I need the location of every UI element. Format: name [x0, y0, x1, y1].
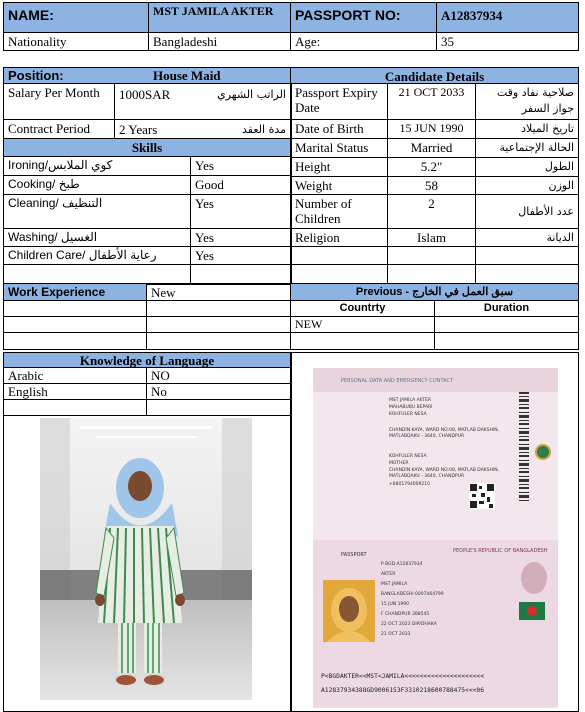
- passport-field: KOHFULER NESA: [389, 412, 427, 417]
- nationality-value: Bangladeshi: [149, 33, 291, 51]
- skill-value: Good: [191, 176, 291, 195]
- nationality-label: Nationality: [3, 33, 149, 51]
- skill-label: Ironing/كوي الملابس: [3, 157, 191, 176]
- candidate-ar: الحالة الإجتماعية: [476, 139, 579, 158]
- candidate-ar: تاريخ الميلاد: [476, 120, 579, 139]
- passport-field: +8801794009210: [389, 482, 430, 487]
- duration-header: Duration: [435, 301, 579, 317]
- passport-field: P BGD A12837934: [381, 562, 423, 567]
- candidate-ar: عدد الأطفال: [476, 195, 579, 229]
- age-value: 35: [437, 33, 579, 51]
- passport-field: 21 OCT 2033: [381, 632, 411, 637]
- language-title: Knowledge of Language: [3, 352, 291, 368]
- passport-scan: [313, 368, 558, 708]
- passport-field: 15 JUN 1990: [381, 602, 410, 607]
- skill-label: Cooking/ طبخ: [3, 176, 191, 195]
- candidate-label: Number of Children: [291, 195, 388, 229]
- candidate-label: Weight: [291, 177, 388, 195]
- candidate-value: 15 JUN 1990: [388, 120, 476, 139]
- language-value: NO: [147, 368, 291, 384]
- candidate-ar: صلاحية نفاد وقت جواز السفر: [476, 84, 579, 120]
- candidate-value: 58: [388, 177, 476, 195]
- candidate-label: Religion: [291, 229, 388, 247]
- passport-field: MST JAMILA AKTER: [389, 398, 431, 403]
- passport-bottom-page: [313, 540, 558, 708]
- language-empty: [147, 400, 291, 416]
- passport-emblem-icon: [535, 444, 551, 460]
- country-value: NEW: [291, 317, 435, 333]
- candidate-label: Marital Status: [291, 139, 388, 158]
- candidate-value: 5.2": [388, 158, 476, 177]
- candidate-title: Candidate Details: [291, 67, 579, 84]
- candidate-empty-row: [291, 265, 388, 284]
- skill-value: Yes: [191, 195, 291, 229]
- candidate-ar: الوزن: [476, 177, 579, 195]
- passport-flag-icon: [519, 602, 545, 620]
- work-empty: [147, 301, 291, 317]
- country-header: Countrty: [291, 301, 435, 317]
- candidate-empty-row: [476, 247, 579, 265]
- skill-value: Yes: [191, 157, 291, 176]
- work-value: New: [147, 284, 291, 301]
- candidate-empty-row: [388, 247, 476, 265]
- skill-label: Washing/ الغسيل: [3, 229, 191, 247]
- salary-label: Salary Per Month: [3, 84, 115, 120]
- candidate-value: Islam: [388, 229, 476, 247]
- position-value: House Maid: [153, 68, 221, 83]
- work-empty: [291, 333, 435, 350]
- candidate-value: Married: [388, 139, 476, 158]
- skill-label: Cleaning/ التنظيف: [3, 195, 191, 229]
- passport-field: MATLABDAKU - 3640, CHANDPUR: [389, 474, 465, 479]
- candidate-empty-row: [291, 247, 388, 265]
- skill-value: Yes: [191, 247, 291, 265]
- skill-value: Yes: [191, 229, 291, 247]
- salary-ar: الراتب الشهري: [217, 88, 286, 101]
- contract-ar: مدة العقد: [242, 123, 286, 136]
- skills-title: Skills: [3, 139, 291, 157]
- duration-value: [435, 317, 579, 333]
- candidate-photo: [40, 418, 252, 700]
- passport-field: BANGLADESHI 0007464799: [381, 592, 444, 597]
- work-empty: [435, 333, 579, 350]
- passport-field: CHANDIN KAYA, WARD NO:08, MATLAB DAKSHIN,: [389, 428, 500, 433]
- skills-empty-row: [191, 265, 291, 284]
- passport-field: MAHABUBU BEPARI: [389, 405, 433, 410]
- candidate-empty-row: [388, 265, 476, 284]
- passport-field: MST JAMILA: [381, 582, 408, 587]
- passport-top-page: [313, 368, 558, 540]
- name-label: NAME:: [3, 2, 149, 33]
- previous-title: Previous - سبق العمل في الخارج: [291, 284, 579, 301]
- passport-bottom-label: PASSPORT: [341, 552, 367, 558]
- passport-field: AKTER: [381, 572, 396, 577]
- work-empty: [147, 317, 291, 333]
- passport-mrz-line-1: P<BGDAKTER<<MST<JAMILA<<<<<<<<<<<<<<<<<<<<<: [321, 673, 485, 680]
- skills-empty-row: [3, 265, 191, 284]
- candidate-value: 21 OCT 2033: [388, 84, 476, 120]
- candidate-ar: الطول: [476, 158, 579, 177]
- work-label: Work Experience: [3, 284, 147, 301]
- passport-field: MATLABDAKU - 3640, CHANDPUR: [389, 434, 465, 439]
- passport-ghost-photo: [521, 562, 547, 594]
- candidate-label: Height: [291, 158, 388, 177]
- passport-field: 22 OCT 2023 DIP/DHAKA: [381, 622, 437, 627]
- passport-bottom-header: PEOPLE'S REPUBLIC OF BANGLADESH: [453, 548, 548, 554]
- work-empty: [3, 301, 147, 317]
- name-value: MST JAMILA AKTER: [149, 2, 291, 33]
- passport-field: F CHANDPUR 388545: [381, 612, 430, 617]
- salary-value: 1000SAR: [119, 87, 171, 102]
- work-empty: [3, 317, 147, 333]
- candidate-label: Passport Expiry Date: [291, 84, 388, 120]
- passport-top-header: PERSONAL DATA AND EMERGENCY CONTACT: [341, 378, 454, 384]
- passport-field: MOTHER: [389, 461, 409, 466]
- age-label: Age:: [291, 33, 437, 51]
- candidate-empty-row: [476, 265, 579, 284]
- contract-value: 2 Years: [119, 122, 158, 137]
- passport-value: A12837934: [437, 2, 579, 33]
- passport-barcode-icon: [519, 392, 529, 512]
- salary-value-cell: [115, 84, 291, 120]
- position-label: Position:: [8, 68, 64, 83]
- passport-mrz-line-2: A12837934388GD9006153F3310218600788475<<<06: [321, 687, 485, 694]
- language-empty: [3, 400, 147, 416]
- passport-field: CHANDIN KAYA, WARD NO:08, MATLAB DAKSHIN,: [389, 468, 500, 473]
- work-empty: [3, 333, 147, 350]
- skill-label: Children Care/ رعاية الأطفال: [3, 247, 191, 265]
- candidate-label: Date of Birth: [291, 120, 388, 139]
- passport-label: PASSPORT NO:: [291, 2, 437, 33]
- passport-holder-photo: [323, 580, 375, 642]
- passport-field: KOHFULER NESA: [389, 454, 427, 459]
- language-label: English: [3, 384, 147, 400]
- language-label: Arabic: [3, 368, 147, 384]
- work-empty: [147, 333, 291, 350]
- candidate-ar: الديانة: [476, 229, 579, 247]
- language-value: No: [147, 384, 291, 400]
- passport-qr-icon: [469, 483, 495, 509]
- contract-label: Contract Period: [3, 120, 115, 139]
- candidate-value: 2: [388, 195, 476, 229]
